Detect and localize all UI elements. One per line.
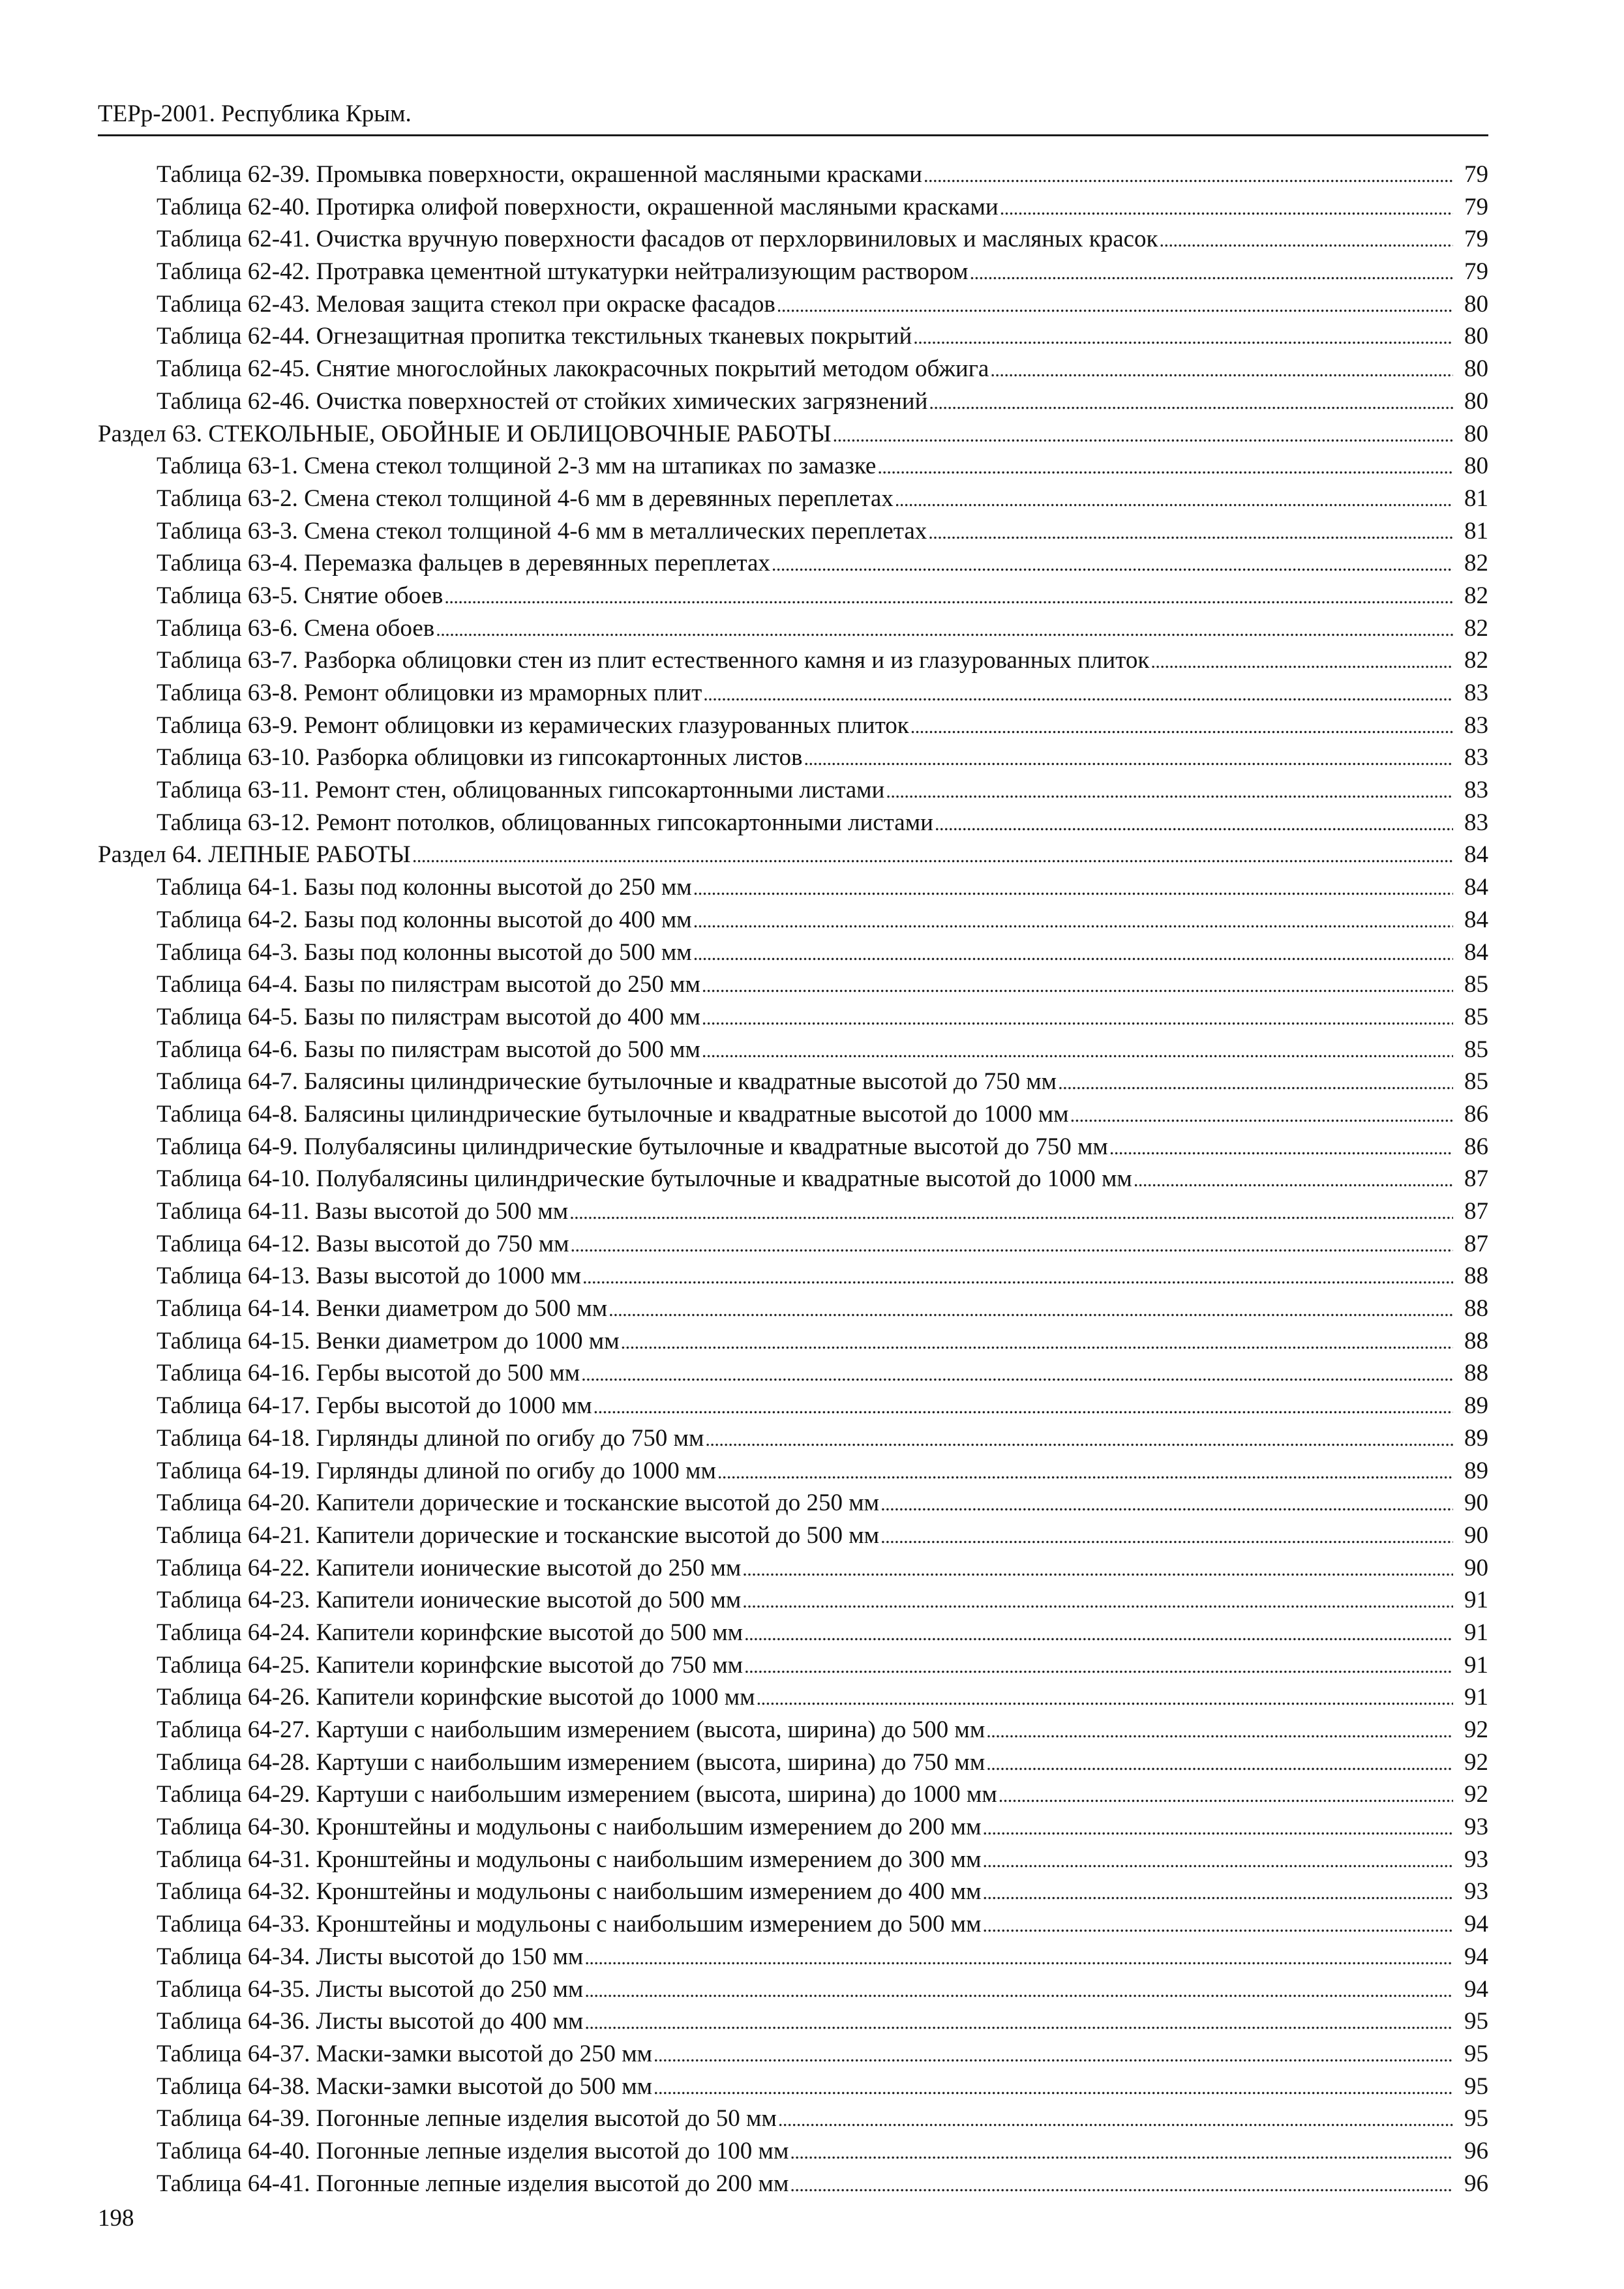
- toc-entry-page: 80: [1464, 290, 1488, 318]
- toc-entry-page: 88: [1464, 1295, 1488, 1323]
- dot-leader: [703, 683, 1453, 706]
- toc-table-entry[interactable]: [98, 452, 1488, 485]
- dot-leader: [929, 392, 1453, 414]
- toc-entry-page: 79: [1464, 193, 1488, 220]
- dot-leader: [880, 1526, 1453, 1548]
- toc-section-entry[interactable]: [98, 420, 1488, 453]
- toc-entry-title: Таблица 64-7. Балясины цилиндрические бутылочные и квадратные высотой до 750 мм: [157, 1068, 1057, 1096]
- toc-entry-page: 91: [1464, 1619, 1488, 1646]
- toc-table-entry[interactable]: [98, 1489, 1488, 1521]
- toc-table-entry[interactable]: [98, 1100, 1488, 1133]
- toc-entry-title: Таблица 63-8. Ремонт облицовки из мраморных плит: [157, 680, 702, 706]
- toc-table-entry[interactable]: [98, 1165, 1488, 1197]
- toc-entry-page: 94: [1464, 1975, 1488, 2003]
- dot-leader: [1134, 1169, 1453, 1191]
- toc-table-entry[interactable]: [98, 549, 1488, 582]
- toc-entry-title: Таблица 64-6. Базы по пилястрам высотой до 500 мм: [157, 1036, 700, 1063]
- toc-entry-page: 85: [1464, 1068, 1488, 1096]
- toc-entry-title: Таблица 64-18. Гирлянды длиной по огибу до 750 мм: [157, 1424, 704, 1452]
- toc-table-entry[interactable]: [98, 2104, 1488, 2137]
- toc-table-entry[interactable]: [98, 679, 1488, 711]
- dot-leader: [654, 2077, 1453, 2099]
- toc-entry-page: 79: [1464, 226, 1488, 253]
- toc-table-entry[interactable]: [98, 1230, 1488, 1263]
- dot-leader: [833, 425, 1453, 447]
- dot-leader: [924, 165, 1453, 187]
- dot-leader: [444, 586, 1453, 608]
- dot-leader: [594, 1396, 1453, 1418]
- toc-table-entry[interactable]: [98, 225, 1488, 258]
- toc-table-entry[interactable]: [98, 1716, 1488, 1748]
- toc-entry-title: Таблица 64-34. Листы высотой до 150 мм: [157, 1943, 584, 1970]
- toc-entry-page: 87: [1464, 1230, 1488, 1257]
- dot-leader: [777, 295, 1453, 317]
- dot-leader: [584, 1947, 1453, 1969]
- toc-entry-title: Таблица 62-41. Очистка вручную поверхности фасадов от перхлорвиниловых и масляных красок: [157, 226, 1158, 253]
- toc-table-entry[interactable]: [98, 938, 1488, 971]
- toc-entry-title: Таблица 63-3. Смена стекол толщиной 4-6 мм в металлических переплетах: [157, 517, 927, 545]
- toc-table-entry[interactable]: [98, 1651, 1488, 1684]
- toc-entry-page: 82: [1464, 550, 1488, 577]
- dot-leader: [702, 1008, 1453, 1030]
- toc-entry-title: Таблица 64-23. Капители ионические высотой до 500 мм: [157, 1587, 742, 1614]
- toc-entry-title: Таблица 64-28. Картуши с наибольшим измерением (высота, ширина) до 750 мм: [157, 1748, 985, 1776]
- toc-entry-page: 81: [1464, 485, 1488, 512]
- toc-entry-title: Таблица 64-20. Капители дорические и тосканские высотой до 250 мм: [157, 1489, 880, 1517]
- toc-entry-page: 83: [1464, 711, 1488, 739]
- toc-entry-page: 94: [1464, 1943, 1488, 1970]
- toc-entry-page: 87: [1464, 1165, 1488, 1193]
- toc-entry-page: 91: [1464, 1587, 1488, 1614]
- toc-entry-title: Таблица 64-29. Картуши с наибольшим измерением (высота, ширина) до 1000 мм: [157, 1781, 997, 1808]
- toc-entry-title: Таблица 64-19. Гирлянды длиной по огибу до 1000 мм: [157, 1457, 716, 1484]
- toc-entry-page: 92: [1464, 1781, 1488, 1808]
- toc-entry-title: Таблица 64-30. Кронштейны и модульоны с наибольшим измерением до 200 мм: [157, 1814, 982, 1841]
- toc-table-entry[interactable]: [98, 387, 1488, 420]
- toc-entry-page: 88: [1464, 1360, 1488, 1387]
- toc-entry-page: 85: [1464, 1003, 1488, 1030]
- toc-entry-title: Таблица 64-37. Маски-замки высотой до 250 мм: [157, 2040, 653, 2067]
- toc-table-entry[interactable]: [98, 743, 1488, 776]
- toc-entry-page: 83: [1464, 680, 1488, 706]
- toc-entry-page: 90: [1464, 1489, 1488, 1517]
- dot-leader: [983, 1915, 1453, 1937]
- toc-entry-title: Таблица 64-15. Венки диаметром до 1000 мм: [157, 1327, 620, 1354]
- dot-leader: [880, 1493, 1453, 1516]
- toc-table-entry[interactable]: [98, 1003, 1488, 1036]
- dot-leader: [569, 1202, 1453, 1224]
- toc-entry-title: Таблица 63-5. Снятие обоев: [157, 582, 444, 609]
- dot-leader: [705, 1429, 1453, 1451]
- toc-entry-page: 89: [1464, 1424, 1488, 1452]
- dot-leader: [1000, 198, 1453, 220]
- dot-leader: [621, 1332, 1453, 1354]
- dot-leader: [654, 2044, 1453, 2067]
- toc-entry-title: Таблица 64-4. Базы по пилястрам высотой до 250 мм: [157, 971, 700, 998]
- toc-entry-title: Таблица 62-39. Промывка поверхности, окрашенной масляными красками: [157, 161, 922, 188]
- toc-entry-title: Таблица 64-9. Полубалясины цилиндрические бутылочные и квадратные высотой до 750 мм: [157, 1133, 1108, 1160]
- toc-table-entry[interactable]: [98, 517, 1488, 550]
- toc-entry-page: 87: [1464, 1198, 1488, 1225]
- toc-entry-title: Таблица 63-12. Ремонт потолков, облицованных гипсокартонными листами: [157, 809, 933, 836]
- toc-table-entry[interactable]: [98, 582, 1488, 614]
- toc-entry-page: 82: [1464, 647, 1488, 674]
- toc-table-entry[interactable]: [98, 1327, 1488, 1360]
- toc-entry-title: Таблица 64-32. Кронштейны и модульоны с наибольшим измерением до 400 мм: [157, 1878, 982, 1906]
- toc-entry-title: Таблица 64-3. Базы под колонны высотой до 500 мм: [157, 938, 692, 966]
- toc-entry-page: 84: [1464, 906, 1488, 933]
- dot-leader: [790, 2174, 1453, 2196]
- toc-entry-page: 83: [1464, 744, 1488, 771]
- toc-entry-title: Таблица 64-12. Вазы высотой до 750 мм: [157, 1230, 569, 1257]
- toc-entry-page: 80: [1464, 323, 1488, 350]
- toc-entry-title: Таблица 64-41. Погонные лепные изделия высотой до 200 мм: [157, 2170, 789, 2197]
- toc-entry-title: Таблица 62-45. Снятие многослойных лакокрасочных покрытий методом обжига: [157, 355, 989, 383]
- toc-entry-title: Таблица 64-17. Гербы высотой до 1000 мм: [157, 1392, 592, 1420]
- dot-leader: [913, 327, 1453, 349]
- toc-entry-title: Таблица 64-35. Листы высотой до 250 мм: [157, 1975, 584, 2003]
- toc-table-entry[interactable]: [98, 1846, 1488, 1878]
- toc-table-entry[interactable]: [98, 1133, 1488, 1165]
- toc-entry-title: Таблица 62-44. Огнезащитная пропитка текстильных тканевых покрытий: [157, 323, 912, 350]
- toc-entry-title: Таблица 64-10. Полубалясины цилиндрические бутылочные и квадратные высотой до 1000 мм: [157, 1165, 1132, 1193]
- toc-table-entry[interactable]: [98, 1554, 1488, 1587]
- toc-entry-page: 80: [1464, 387, 1488, 415]
- toc-table-entry[interactable]: [98, 1619, 1488, 1651]
- page-number: 198: [98, 2205, 134, 2232]
- toc-entry-page: 81: [1464, 517, 1488, 545]
- toc-entry-page: 84: [1464, 938, 1488, 966]
- toc-entry-title: Таблица 64-25. Капители коринфские высотой до 750 мм: [157, 1651, 744, 1679]
- toc-entry-title: Таблица 64-26. Капители коринфские высотой до 1000 мм: [157, 1684, 755, 1711]
- toc-entry-page: 88: [1464, 1263, 1488, 1290]
- toc-entry-title: Таблица 63-7. Разборка облицовки стен из плит естественного камня и из глазурованных плиток: [157, 647, 1150, 674]
- toc-table-entry[interactable]: [98, 2007, 1488, 2040]
- dot-leader: [986, 1720, 1453, 1743]
- toc-entry-page: 79: [1464, 258, 1488, 286]
- toc-entry-page: 93: [1464, 1878, 1488, 1906]
- toc-table-entry[interactable]: [98, 355, 1488, 387]
- toc-entry-title: Таблица 64-33. Кронштейны и модульоны с наибольшим измерением до 500 мм: [157, 1911, 982, 1938]
- dot-leader: [772, 554, 1453, 576]
- toc-entry-page: 92: [1464, 1748, 1488, 1776]
- dot-leader: [581, 1364, 1453, 1386]
- toc-table-entry[interactable]: [98, 1943, 1488, 1975]
- toc-entry-page: 86: [1464, 1100, 1488, 1128]
- toc-entry-page: 83: [1464, 809, 1488, 836]
- toc-table-entry[interactable]: [98, 711, 1488, 744]
- toc-entry-title: Таблица 64-1. Базы под колонны высотой до 250 мм: [157, 874, 692, 901]
- dot-leader: [436, 619, 1453, 641]
- toc-entry-page: 91: [1464, 1684, 1488, 1711]
- toc-entry-page: 82: [1464, 614, 1488, 642]
- toc-table-entry[interactable]: [98, 1457, 1488, 1489]
- dot-leader: [910, 716, 1453, 738]
- dot-leader: [744, 1656, 1453, 1678]
- toc-entry-title: Таблица 64-13. Вазы высотой до 1000 мм: [157, 1263, 582, 1290]
- dot-leader: [895, 489, 1453, 511]
- dot-leader: [983, 1850, 1453, 1872]
- toc-entry-title: Таблица 64-27. Картуши с наибольшим измерением (высота, ширина) до 500 мм: [157, 1716, 985, 1743]
- toc-entry-title: Таблица 64-11. Вазы высотой до 500 мм: [157, 1198, 569, 1225]
- dot-leader: [1058, 1072, 1453, 1094]
- toc-table-entry[interactable]: [98, 1586, 1488, 1619]
- toc-entry-page: 95: [1464, 2008, 1488, 2035]
- toc-entry-title: Таблица 62-46. Очистка поверхностей от стойких химических загрязнений: [157, 387, 928, 415]
- dot-leader: [584, 2012, 1453, 2034]
- toc-entry-page: 90: [1464, 1554, 1488, 1581]
- toc-entry-page: 79: [1464, 161, 1488, 188]
- toc-section-entry[interactable]: [98, 841, 1488, 873]
- toc-entry-title: Таблица 64-40. Погонные лепные изделия высотой до 100 мм: [157, 2137, 789, 2164]
- toc-table-entry[interactable]: [98, 322, 1488, 355]
- toc-entry-page: 86: [1464, 1133, 1488, 1160]
- dot-leader: [928, 522, 1453, 544]
- toc-entry-page: 80: [1464, 453, 1488, 480]
- toc-table-entry[interactable]: [98, 1975, 1488, 2008]
- toc-table-entry[interactable]: [98, 1294, 1488, 1327]
- toc-entry-title: Таблица 63-1. Смена стекол толщиной 2-3 мм на штапиках по замазке: [157, 453, 877, 480]
- toc-table-entry[interactable]: [98, 2072, 1488, 2105]
- dot-leader: [757, 1688, 1453, 1710]
- toc-entry-page: 80: [1464, 355, 1488, 383]
- toc-table-entry[interactable]: [98, 1036, 1488, 1068]
- dot-leader: [702, 975, 1453, 997]
- toc-entry-page: 85: [1464, 1036, 1488, 1063]
- toc-entry-title: Таблица 64-31. Кронштейны и модульоны с наибольшим измерением до 300 мм: [157, 1846, 982, 1873]
- toc-entry-title: Таблица 64-24. Капители коринфские высотой до 500 мм: [157, 1619, 744, 1646]
- toc-table-entry[interactable]: [98, 2170, 1488, 2202]
- toc-entry-page: 80: [1464, 420, 1488, 447]
- toc-table-entry[interactable]: [98, 1780, 1488, 1813]
- dot-leader: [999, 1785, 1453, 1807]
- toc-table-entry[interactable]: [98, 2137, 1488, 2170]
- toc-entry-title: Раздел 64. ЛЕПНЫЕ РАБОТЫ: [98, 841, 411, 869]
- toc-entry-page: 85: [1464, 971, 1488, 998]
- toc-table-entry[interactable]: [98, 1359, 1488, 1392]
- toc-table-entry[interactable]: [98, 646, 1488, 679]
- toc-table-entry[interactable]: [98, 1813, 1488, 1846]
- dot-leader: [804, 748, 1453, 770]
- dot-leader: [886, 781, 1453, 803]
- toc-entry-title: Таблица 64-21. Капители дорические и тосканские высотой до 500 мм: [157, 1521, 880, 1549]
- toc-entry-title: Таблица 62-42. Протравка цементной штукатурки нейтрализующим раствором: [157, 258, 969, 286]
- toc-entry-page: 89: [1464, 1392, 1488, 1420]
- dot-leader: [1070, 1105, 1453, 1127]
- toc-table-entry[interactable]: [98, 485, 1488, 517]
- toc-table-entry[interactable]: [98, 1262, 1488, 1294]
- toc-entry-page: 96: [1464, 2170, 1488, 2197]
- toc-entry-title: Таблица 64-5. Базы по пилястрам высотой до 400 мм: [157, 1003, 700, 1030]
- dot-leader: [790, 2142, 1453, 2164]
- toc-entry-title: Таблица 63-11. Ремонт стен, облицованных гипсокартонными листами: [157, 777, 885, 804]
- dot-leader: [983, 1882, 1453, 1904]
- toc-entry-page: 89: [1464, 1457, 1488, 1484]
- dot-leader: [986, 1753, 1453, 1775]
- toc-entry-page: 84: [1464, 841, 1488, 869]
- toc-table-entry[interactable]: [98, 776, 1488, 809]
- dot-leader: [693, 910, 1453, 933]
- toc-table-entry[interactable]: [98, 906, 1488, 938]
- toc-table-entry[interactable]: [98, 1392, 1488, 1424]
- toc-entry-page: 93: [1464, 1846, 1488, 1873]
- toc-table-entry[interactable]: [98, 1910, 1488, 1943]
- dot-leader: [1150, 651, 1453, 673]
- toc-entry-page: 95: [1464, 2105, 1488, 2132]
- toc-entry-title: Таблица 64-36. Листы высотой до 400 мм: [157, 2008, 584, 2035]
- toc-entry-page: 95: [1464, 2040, 1488, 2067]
- dot-leader: [1160, 230, 1453, 252]
- toc-entry-title: Таблица 63-9. Ремонт облицовки из керамических глазурованных плиток: [157, 711, 909, 739]
- dot-leader: [744, 1623, 1453, 1645]
- dot-leader: [609, 1299, 1453, 1321]
- toc-table-entry[interactable]: [98, 290, 1488, 323]
- toc-table-entry[interactable]: [98, 193, 1488, 226]
- toc-entry-title: Таблица 64-8. Балясины цилиндрические бутылочные и квадратные высотой до 1000 мм: [157, 1100, 1069, 1128]
- toc-entry-page: 83: [1464, 777, 1488, 804]
- toc-table-entry[interactable]: [98, 160, 1488, 193]
- toc-entry-title: Таблица 63-2. Смена стекол толщиной 4-6 мм в деревянных переплетах: [157, 485, 894, 512]
- toc-entry-title: Таблица 62-40. Протирка олифой поверхности, окрашенной масляными красками: [157, 193, 999, 220]
- toc-table-entry[interactable]: [98, 1521, 1488, 1554]
- toc-entry-page: 92: [1464, 1716, 1488, 1743]
- toc-table-entry[interactable]: [98, 809, 1488, 841]
- toc-entry-page: 91: [1464, 1651, 1488, 1679]
- toc-entry-page: 82: [1464, 582, 1488, 609]
- dot-leader: [582, 1266, 1453, 1289]
- dot-leader: [990, 359, 1453, 382]
- toc-table-entry[interactable]: [98, 258, 1488, 290]
- toc-table-entry[interactable]: [98, 1878, 1488, 1910]
- dot-leader: [412, 845, 1453, 867]
- dot-leader: [970, 262, 1453, 284]
- toc-entry-title: Таблица 64-39. Погонные лепные изделия высотой до 50 мм: [157, 2105, 777, 2132]
- table-of-contents: [98, 160, 1488, 2202]
- dot-leader: [742, 1591, 1453, 1613]
- dot-leader: [983, 1818, 1453, 1840]
- dot-leader: [1109, 1137, 1453, 1159]
- toc-table-entry[interactable]: [98, 1748, 1488, 1781]
- toc-entry-title: Таблица 64-22. Капители ионические высотой до 250 мм: [157, 1554, 742, 1581]
- toc-table-entry[interactable]: [98, 1197, 1488, 1230]
- toc-entry-title: Таблица 64-2. Базы под колонны высотой до 400 мм: [157, 906, 692, 933]
- toc-entry-page: 84: [1464, 874, 1488, 901]
- toc-entry-page: 88: [1464, 1327, 1488, 1354]
- dot-leader: [702, 1040, 1453, 1062]
- toc-entry-title: Раздел 63. СТЕКОЛЬНЫЕ, ОБОЙНЫЕ И ОБЛИЦОВОЧНЫЕ РАБОТЫ: [98, 420, 832, 447]
- toc-table-entry[interactable]: [98, 1424, 1488, 1457]
- toc-entry-title: Таблица 63-4. Перемазка фальцев в деревянных переплетах: [157, 550, 770, 577]
- dot-leader: [877, 456, 1453, 479]
- dot-leader: [742, 1559, 1453, 1581]
- dot-leader: [935, 813, 1453, 835]
- toc-entry-title: Таблица 63-10. Разборка облицовки из гипсокартонных листов: [157, 744, 803, 771]
- toc-entry-page: 93: [1464, 1814, 1488, 1841]
- toc-entry-title: Таблица 62-43. Меловая защита стекол при окраске фасадов: [157, 290, 775, 318]
- dot-leader: [693, 943, 1453, 965]
- toc-entry-title: Таблица 64-14. Венки диаметром до 500 мм: [157, 1295, 608, 1323]
- toc-table-entry[interactable]: [98, 873, 1488, 906]
- dot-leader: [717, 1461, 1453, 1484]
- toc-entry-page: 90: [1464, 1521, 1488, 1549]
- dot-leader: [571, 1234, 1453, 1257]
- toc-entry-title: Таблица 63-6. Смена обоев: [157, 614, 435, 642]
- dot-leader: [584, 1980, 1453, 2002]
- header-title: ТЕРр-2001. Республика Крым.: [98, 100, 412, 127]
- toc-table-entry[interactable]: [98, 1068, 1488, 1100]
- dot-leader: [778, 2109, 1453, 2131]
- toc-table-entry[interactable]: [98, 614, 1488, 647]
- dot-leader: [693, 878, 1453, 900]
- toc-table-entry[interactable]: [98, 970, 1488, 1003]
- toc-entry-title: Таблица 64-38. Маски-замки высотой до 500 мм: [157, 2072, 653, 2100]
- toc-table-entry[interactable]: [98, 1683, 1488, 1716]
- running-header: [98, 98, 1488, 136]
- toc-entry-title: Таблица 64-16. Гербы высотой до 500 мм: [157, 1360, 580, 1387]
- toc-entry-page: 94: [1464, 1911, 1488, 1938]
- toc-entry-page: 95: [1464, 2072, 1488, 2100]
- toc-table-entry[interactable]: [98, 2040, 1488, 2072]
- toc-entry-page: 96: [1464, 2137, 1488, 2164]
